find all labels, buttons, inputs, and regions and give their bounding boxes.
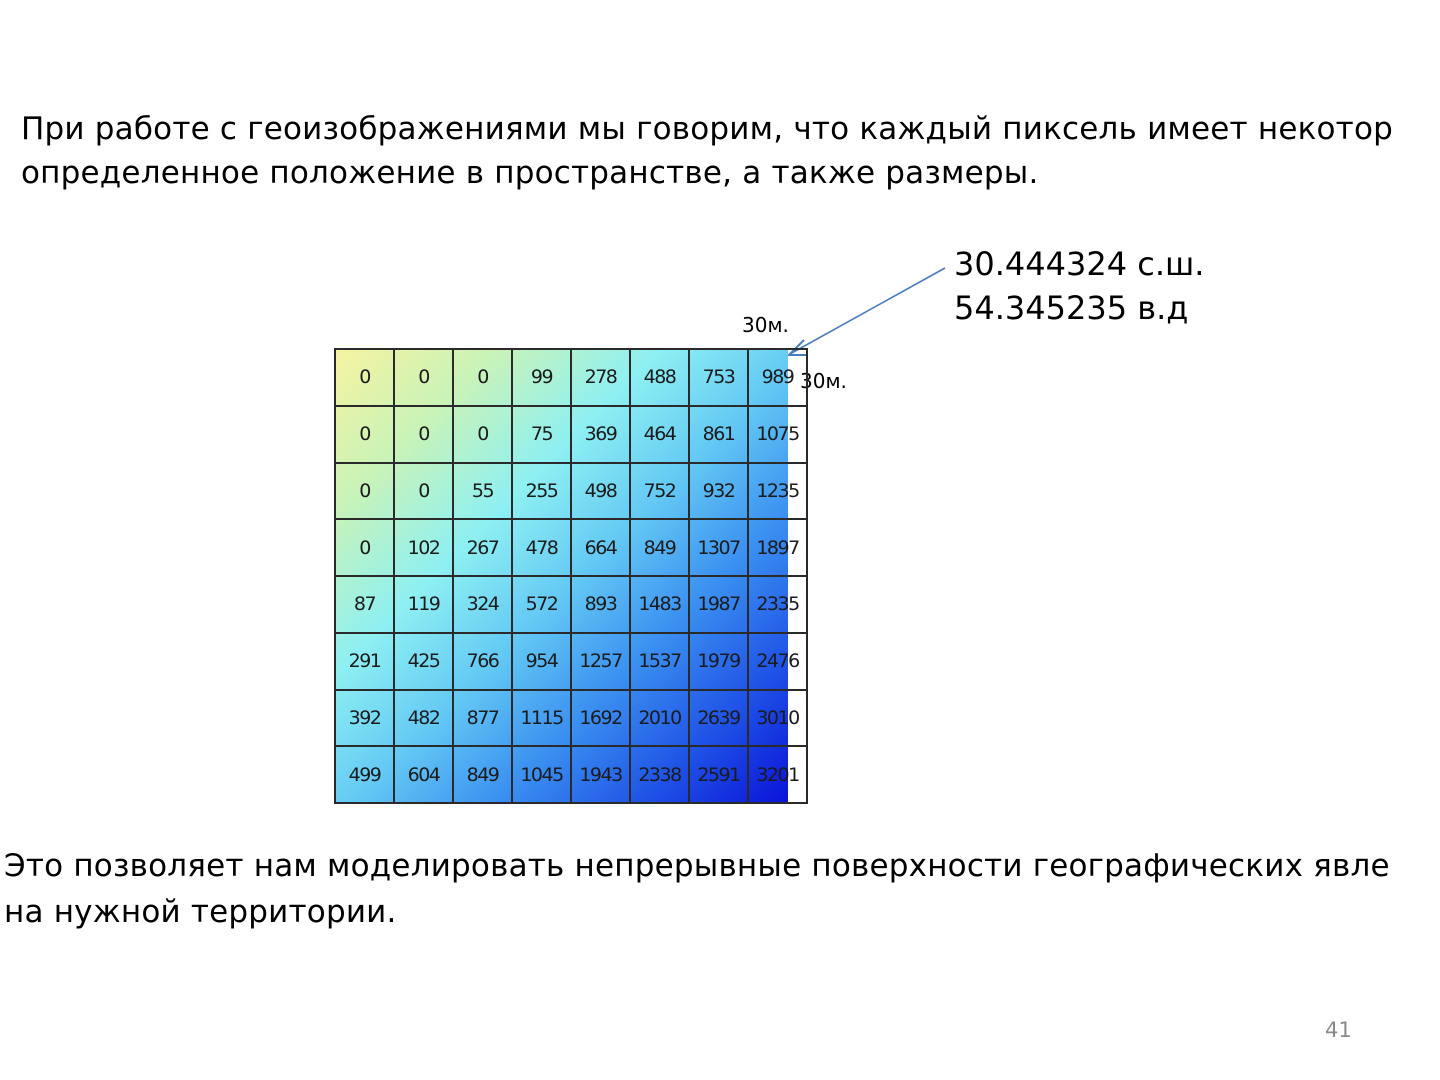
grid-cell: 102 [394,519,453,576]
grid-cell: 1235 [748,463,807,520]
grid-cell: 478 [512,519,571,576]
grid-cell: 752 [630,463,689,520]
grid-cell: 1943 [571,746,630,803]
grid-cell: 278 [571,349,630,406]
grid-cell: 893 [571,576,630,633]
outro-text [4,843,1390,935]
grid-cell: 1115 [512,690,571,747]
grid-cell: 498 [571,463,630,520]
outro-line-1: Это позволяет нам моделировать непрерывные поверхности географических явле [4,848,1390,884]
grid-cell: 482 [394,690,453,747]
grid-cell: 849 [453,746,512,803]
grid-cell: 604 [394,746,453,803]
grid-cell: 1897 [748,519,807,576]
grid-cell: 2591 [689,746,748,803]
grid-cell: 2639 [689,690,748,747]
grid-cell: 753 [689,349,748,406]
cell-height-label: 30м. [800,369,847,393]
grid-cell: 0 [335,406,394,463]
grid-cell: 464 [630,406,689,463]
grid-cell: 2476 [748,633,807,690]
grid-cell: 1307 [689,519,748,576]
grid-cell: 119 [394,576,453,633]
grid-row [335,406,807,463]
grid-row [335,519,807,576]
grid-row [335,576,807,633]
grid-cell: 291 [335,633,394,690]
grid-cell: 324 [453,576,512,633]
grid-cell: 3201 [748,746,807,803]
grid-cell: 0 [453,349,512,406]
grid-row [335,633,807,690]
grid-cell: 488 [630,349,689,406]
page-number: 41 [1325,1018,1352,1042]
raster-grid-image [334,348,799,804]
grid-cell: 3010 [748,690,807,747]
grid-cell: 877 [453,690,512,747]
grid-cell: 2338 [630,746,689,803]
grid-cell: 849 [630,519,689,576]
grid-cell: 99 [512,349,571,406]
grid-cell: 1987 [689,576,748,633]
grid-cell: 425 [394,633,453,690]
grid-cell: 1483 [630,576,689,633]
grid-cell: 0 [335,463,394,520]
grid-cell: 75 [512,406,571,463]
grid-cell: 989 [748,349,807,406]
grid-cell: 0 [394,406,453,463]
longitude-text: 54.345235 в.д [954,289,1189,327]
outro-line-2: на нужной территории. [4,894,397,930]
grid-cell: 766 [453,633,512,690]
grid-cell: 1537 [630,633,689,690]
grid-cell: 1257 [571,633,630,690]
grid-row [335,463,807,520]
grid-cell: 1075 [748,406,807,463]
grid-cell: 55 [453,463,512,520]
grid-cell: 2335 [748,576,807,633]
grid-cell: 0 [394,349,453,406]
grid-cell: 932 [689,463,748,520]
intro-line-2: определенное положение в пространстве, а также размеры. [21,155,1039,191]
grid-row [335,349,807,406]
grid-cell: 2010 [630,690,689,747]
grid-cell: 87 [335,576,394,633]
grid-cell: 861 [689,406,748,463]
intro-text [21,107,1393,195]
grid-cell: 0 [335,519,394,576]
grid-row [335,746,807,803]
grid-cell: 499 [335,746,394,803]
grid-cell: 255 [512,463,571,520]
coordinates-label [954,242,1204,330]
grid-cell: 1692 [571,690,630,747]
grid-cell: 1045 [512,746,571,803]
grid-cell: 0 [453,406,512,463]
grid-cell: 1979 [689,633,748,690]
grid-cell: 0 [394,463,453,520]
grid-cell: 572 [512,576,571,633]
grid-cell: 369 [571,406,630,463]
grid-row [335,690,807,747]
grid-cell: 392 [335,690,394,747]
grid-cell: 0 [335,349,394,406]
grid-cell: 267 [453,519,512,576]
latitude-text: 30.444324 с.ш. [954,245,1205,283]
grid-cell: 664 [571,519,630,576]
intro-line-1: При работе с геоизображениями мы говорим, что каждый пиксель имеет некотор [21,111,1393,147]
grid-cell: 954 [512,633,571,690]
cell-width-label: 30м. [742,313,789,337]
raster-grid [334,348,808,804]
